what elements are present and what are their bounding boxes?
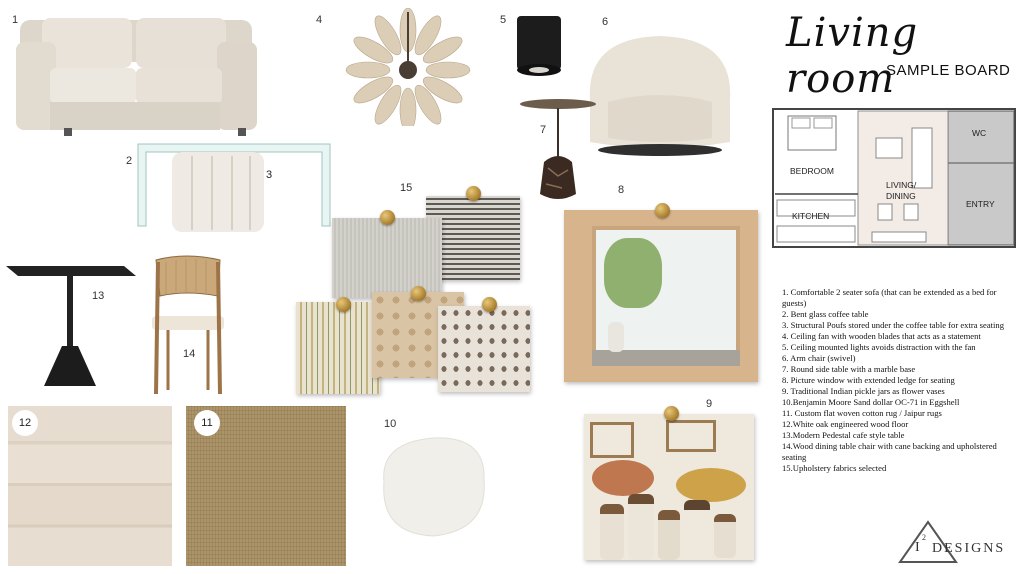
legend-item: 1. Comfortable 2 seater sofa (that can be extended as a bed for guests) [782,287,997,308]
item-number-4: 4 [316,14,323,26]
item-number-11: 11 [194,410,220,436]
arm-chair-image [580,30,740,158]
plan-label-bedroom: BEDROOM [790,166,834,176]
item-legend [782,287,1018,474]
plan-label-entry: ENTRY [966,199,995,209]
legend-item: 2. Bent glass coffee table [782,309,869,319]
logo-wordmark: DESIGNS [932,541,1006,556]
item-number-13: 13 [92,290,105,302]
board-subtitle: SAMPLE BOARD [886,62,1011,79]
plan-label-wc: WC [972,128,987,138]
legend-item: 10.Benjamin Moore Sand dollar OC-71 in Eggshell [782,397,960,407]
pin-icon [380,210,395,225]
dining-chair-image [146,252,230,398]
board-title: Living room [786,10,919,102]
plan-label-living: LIVING/ [886,180,917,190]
paint-swatch [376,432,492,542]
legend-item: 6. Arm chair (swivel) [782,353,856,363]
item-number-12: 12 [12,410,38,436]
legend-item: 8. Picture window with extended ledge for seating [782,375,955,385]
pin-icon [466,186,481,201]
logo-mark: I [915,540,922,555]
legend-item: 15.Upholstery fabrics selected [782,463,887,473]
side-table-image [518,96,598,206]
item-number-5: 5 [500,14,507,26]
legend-item: 14.Wood dining table chair with cane backing and upholstered seating [782,441,997,462]
pickle-jars-image [584,414,754,560]
pin-icon [482,297,497,312]
logo-superscript: 2 [922,533,926,542]
legend-item: 12.White oak engineered wood floor [782,419,909,429]
item-number-8: 8 [618,184,625,196]
pin-icon [655,203,670,218]
sofa-image [12,12,258,138]
pin-icon [664,406,679,421]
item-number-9: 9 [706,398,713,410]
item-number-7: 7 [540,124,547,136]
item-number-3: 3 [256,162,282,188]
cafe-table-image [4,256,140,392]
pin-icon [336,297,351,312]
item-number-10: 10 [384,418,397,430]
legend-item: 4. Ceiling fan with wooden blades that acts as a statement [782,331,981,341]
item-number-14: 14 [183,348,196,360]
fabric-swatch-linen [332,218,442,298]
item-number-15: 15 [400,182,413,194]
item-number-1: 1 [12,14,19,26]
ceiling-fan-image [318,8,498,126]
item-number-2: 2 [126,155,133,167]
plan-label-dining: DINING [886,191,916,201]
pin-icon [411,286,426,301]
fabric-swatch-stripe [296,302,380,394]
plan-label-kitchen: KITCHEN [792,211,830,221]
picture-window-image [564,210,758,382]
legend-item: 9. Traditional Indian pickle jars as flower vases [782,386,945,396]
legend-item: 7. Round side table with a marble base [782,364,916,374]
legend-item: 11. Custom flat woven cotton rug / Jaipur rugs [782,408,942,418]
legend-item: 5. Ceiling mounted lights avoids distraction with the fan [782,342,976,352]
item-number-6: 6 [602,16,609,28]
ceiling-light-image [514,14,564,78]
coffee-table-image [134,130,334,236]
fabric-swatch-block-print [438,306,530,392]
legend-item: 13.Modern Pedestal cafe style table [782,430,905,440]
legend-item: 3. Structural Poufs stored under the coffee table for extra seating [782,320,1005,330]
